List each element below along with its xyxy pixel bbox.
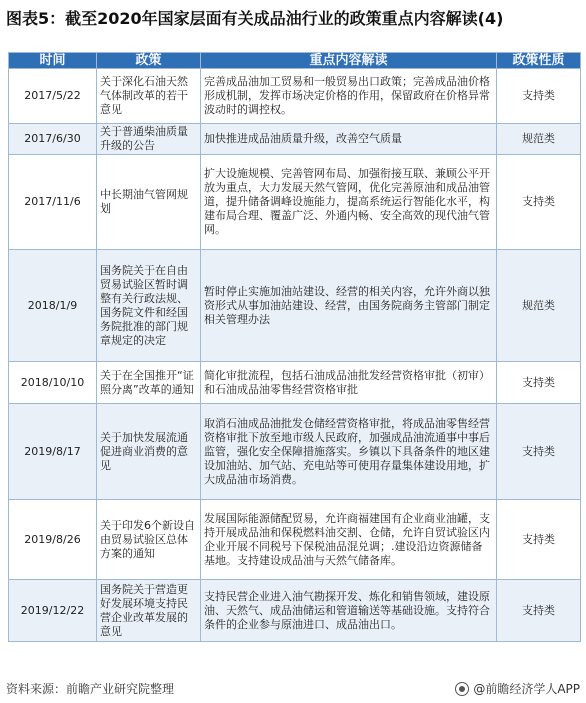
cell-nature: 支持类 bbox=[497, 69, 581, 124]
header-policy: 政策 bbox=[97, 53, 201, 69]
cell-policy: 中长期油气管网规划 bbox=[97, 155, 201, 250]
table-row bbox=[9, 69, 581, 124]
table-row bbox=[9, 155, 581, 250]
header-content: 重点内容解读 bbox=[201, 53, 497, 69]
cell-date: 2018/1/9 bbox=[9, 250, 97, 362]
cell-policy: 关于印发6个新设自由贸易试验区总体方案的通知 bbox=[97, 500, 201, 580]
cell-content: 支持民营企业进入油气勘探开发、炼化和销售领域，建设原油、天然气、成品油储运和管道输送等基础设施。支持符合条件的企业参与原油进口、成品油出口。 bbox=[201, 580, 497, 642]
cell-date: 2017/11/6 bbox=[9, 155, 97, 250]
table-row bbox=[9, 124, 581, 155]
cell-nature: 规范类 bbox=[497, 250, 581, 362]
table-row bbox=[9, 362, 581, 404]
header-nature: 政策性质 bbox=[497, 53, 581, 69]
cell-date: 2017/6/30 bbox=[9, 124, 97, 155]
policy-table bbox=[8, 52, 581, 642]
table-row bbox=[9, 250, 581, 362]
source-note: 资料来源：前瞻产业研究院整理 bbox=[6, 682, 175, 696]
cell-policy: 国务院关于营造更好发展环境支持民营企业改革发展的意见 bbox=[97, 580, 201, 642]
cell-content: 发展国际能源储配贸易，允许商福建国有企业商业油罐，支持开展成品油和保税燃料油交割、仓储，允许自贸试验区内企业开展不同税号下保税油品混兑调；.建设沿边资源储备基地。支持建设成品油与天然气储备库。 bbox=[201, 500, 497, 580]
cell-content: 暂时停止实施加油站建设、经营的相关内容，允许外商以独资形式从事加油站建设、经营，由国务院商务主管部门制定相关管理办法 bbox=[201, 250, 497, 362]
table-header-row bbox=[9, 53, 581, 69]
brand-credit bbox=[455, 680, 580, 697]
cell-policy: 国务院关于在自由贸易试验区暂时调整有关行政法规、国务院文件和经国务院批准的部门规章规定的决定 bbox=[97, 250, 201, 362]
cell-content: 加快推进成品油质量升级，改善空气质量 bbox=[201, 124, 497, 155]
cell-content: 完善成品油加工贸易和一般贸易出口政策；完善成品油价格形成机制，发挥市场决定价格的作用，保留政府在价格异常波动时的调控权。 bbox=[201, 69, 497, 124]
cell-date: 2019/8/26 bbox=[9, 500, 97, 580]
cell-nature: 支持类 bbox=[497, 500, 581, 580]
cell-nature: 支持类 bbox=[497, 404, 581, 500]
cell-policy: 关于加快发展流通促进商业消费的意见 bbox=[97, 404, 201, 500]
cell-policy: 关于在全国推开“证照分离”改革的通知 bbox=[97, 362, 201, 404]
table-row bbox=[9, 580, 581, 642]
cell-content: 扩大设施规模、完善管网布局、加强衔接互联、兼顾公平开放为重点，大力发展天然气管网，优化完善原油和成品油管道，提升储备调峰设施能力，提高系统运行智能化水平，构建布局合理、覆盖广泛、外通内畅、安全高效的现代油气管网。 bbox=[201, 155, 497, 250]
cell-nature: 支持类 bbox=[497, 362, 581, 404]
cell-date: 2017/5/22 bbox=[9, 69, 97, 124]
cell-date: 2019/12/22 bbox=[9, 580, 97, 642]
header-date: 时间 bbox=[9, 53, 97, 69]
cell-content: 简化审批流程，包括石油成品油批发经营资格审批（初审）和石油成品油零售经营资格审批 bbox=[201, 362, 497, 404]
cell-nature: 规范类 bbox=[497, 124, 581, 155]
page-title: 图表5：截至2020年国家层面有关成品油行业的政策重点内容解读(4) bbox=[6, 9, 504, 28]
cell-policy: 关于深化石油天然气体制改革的若干意见 bbox=[97, 69, 201, 124]
cell-policy: 关于普通柴油质量升级的公告 bbox=[97, 124, 201, 155]
cell-content: 取消石油成品油批发仓储经营资格审批，将成品油零售经营资格审批下放至地市级人民政府，加强成品油流通事中事后监管，强化安全保障措施落实。乡镇以下具备条件的地区建设加油站、加气站、充电站等可使用存量集体建设用地，扩大成品油市场消费。 bbox=[201, 404, 497, 500]
cell-date: 2018/10/10 bbox=[9, 362, 97, 404]
cell-date: 2019/8/17 bbox=[9, 404, 97, 500]
table-row bbox=[9, 500, 581, 580]
cell-nature: 支持类 bbox=[497, 155, 581, 250]
brand-logo-icon bbox=[455, 682, 469, 696]
cell-nature: 支持类 bbox=[497, 580, 581, 642]
brand-label: @前瞻经济学人APP bbox=[473, 682, 580, 696]
table-row bbox=[9, 404, 581, 500]
